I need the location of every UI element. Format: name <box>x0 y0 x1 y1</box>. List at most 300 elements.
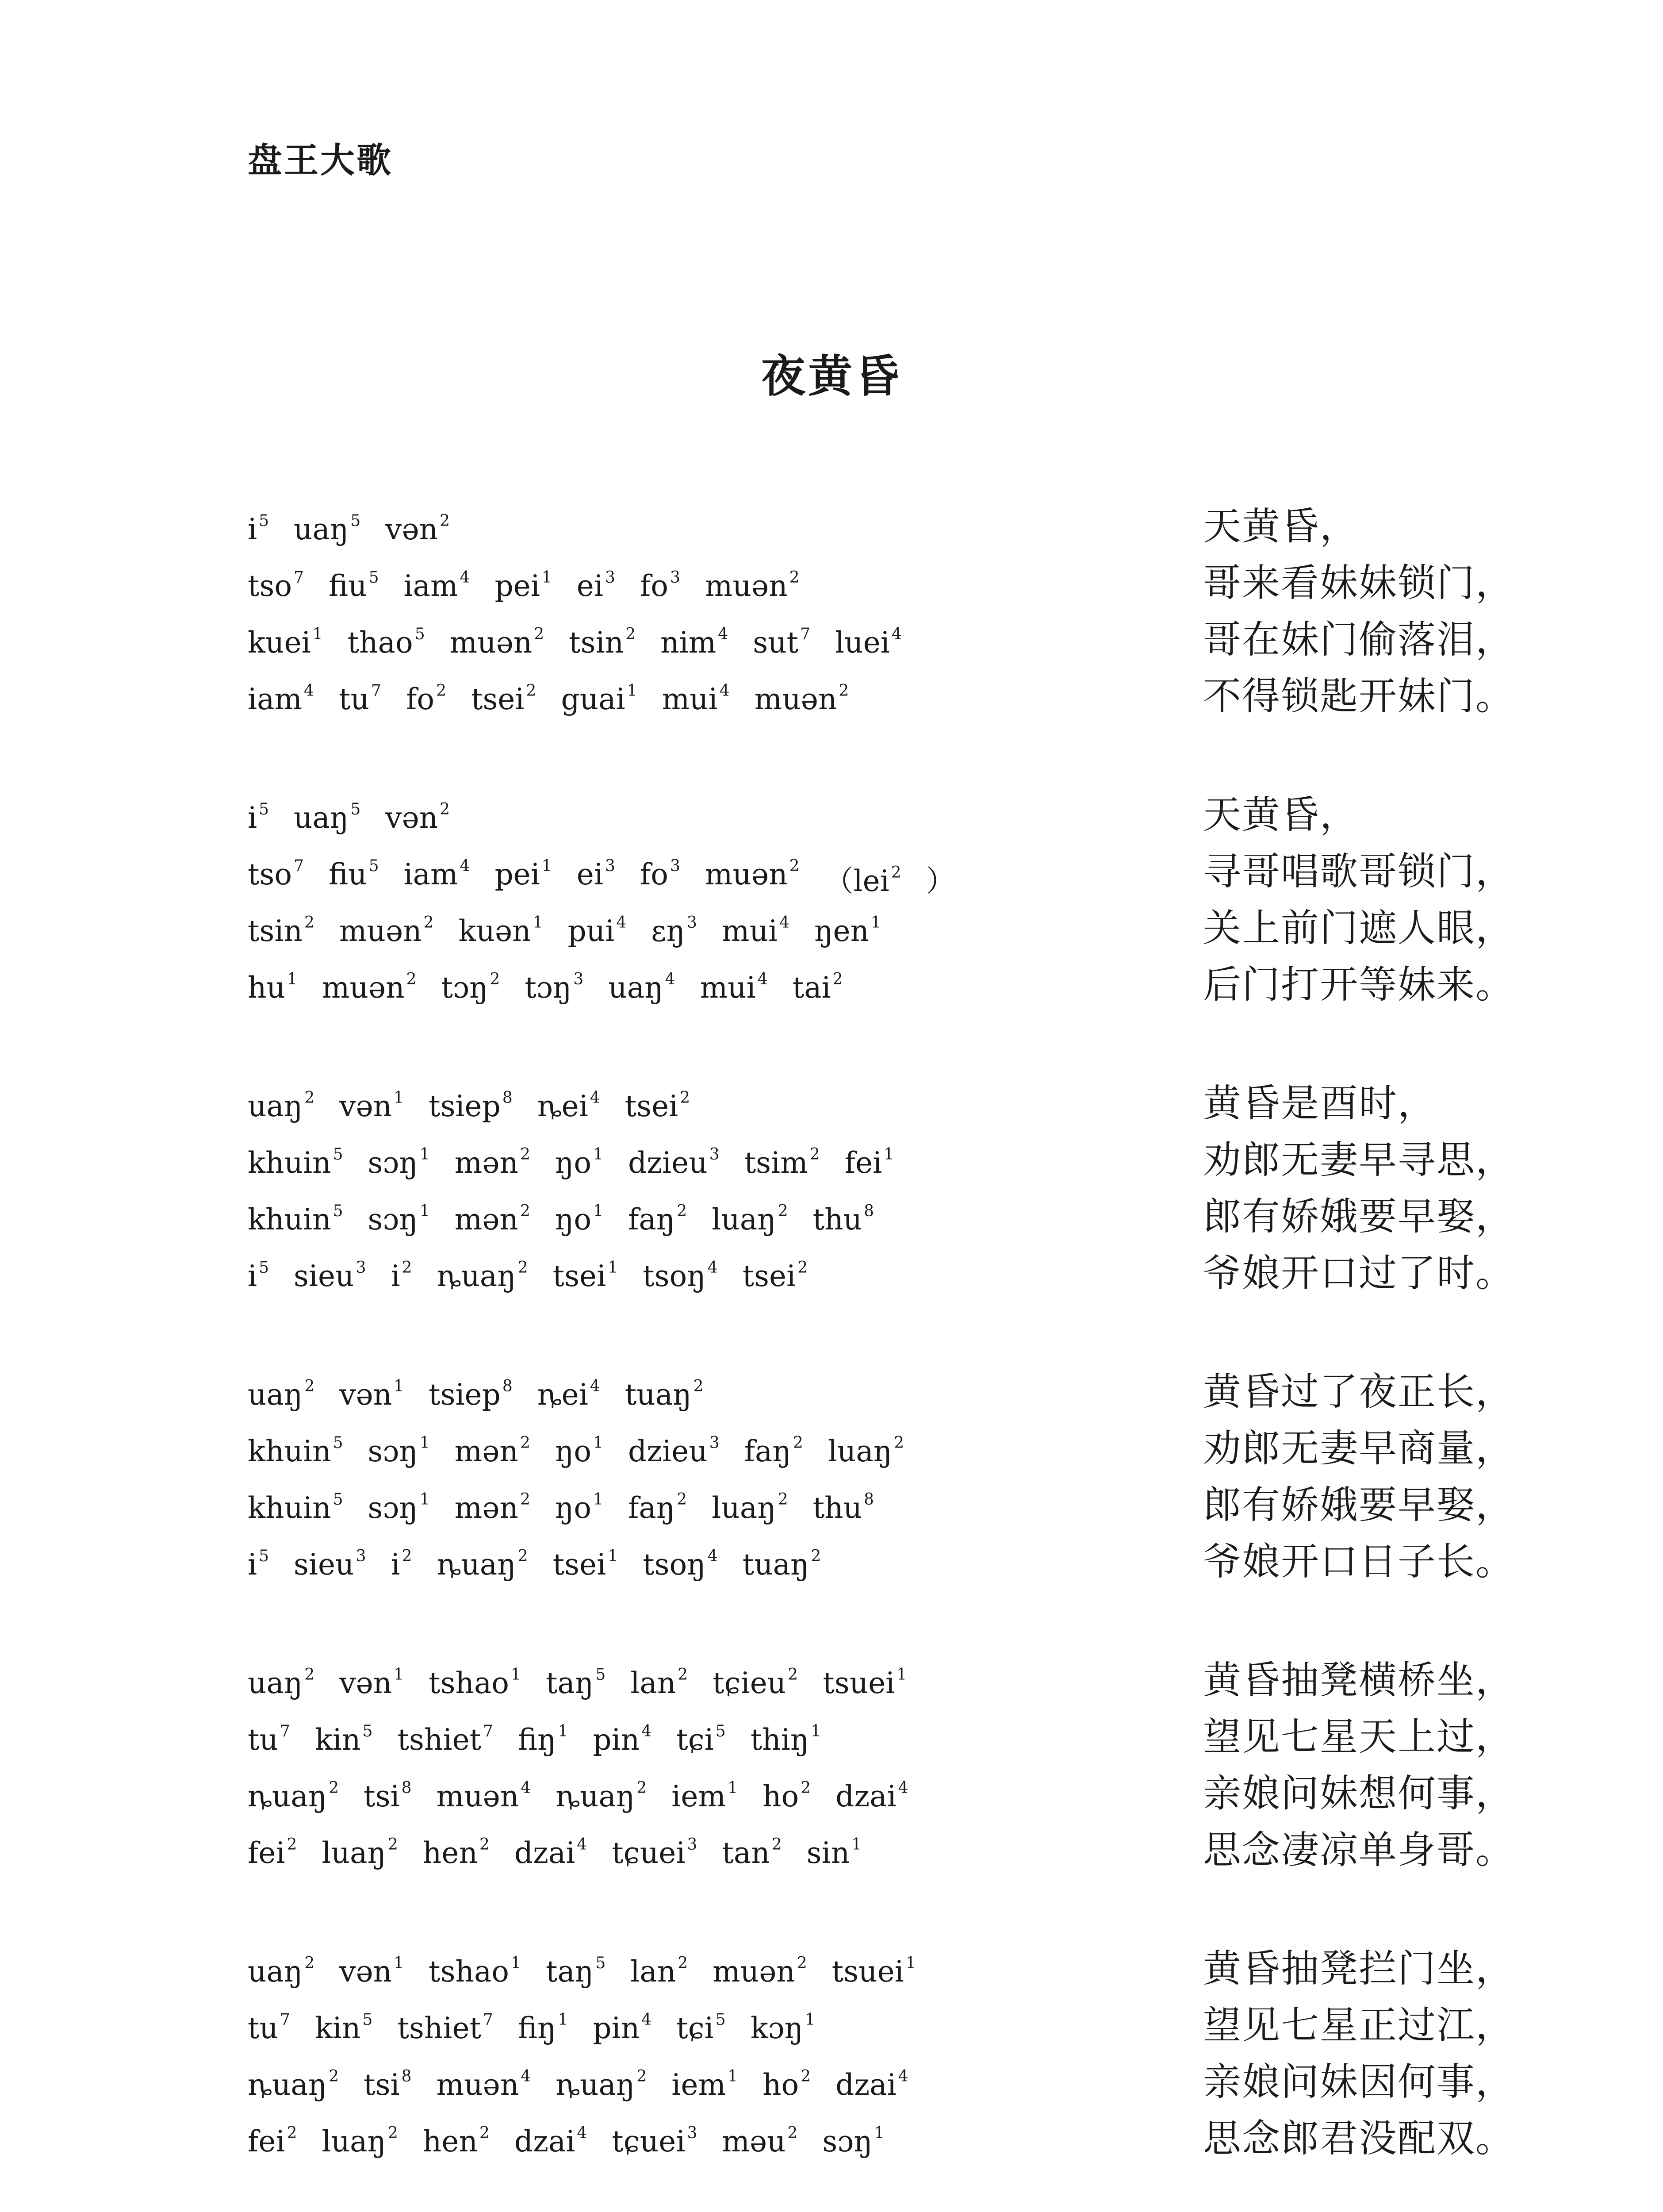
syllable-text: vən <box>385 801 438 835</box>
tone-number: 5 <box>362 1722 373 1740</box>
syllable <box>248 2124 297 2158</box>
syllable-text: uaŋ <box>608 971 663 1005</box>
tone-number: 1 <box>541 568 552 587</box>
tone-number: 2 <box>479 2124 490 2142</box>
syllable-text: tan <box>722 1836 770 1870</box>
tone-number: 2 <box>388 2124 398 2142</box>
chinese-translation: 黄昏抽凳拦门坐， <box>1203 1947 1514 1991</box>
syllable <box>577 857 615 899</box>
tone-number: 7 <box>280 2011 290 2029</box>
syllable-text: muən <box>705 857 788 891</box>
syllable <box>722 1836 782 1870</box>
syllable-text: tu <box>248 2011 279 2045</box>
tone-number: 1 <box>312 625 323 643</box>
syllable-text: khuin <box>248 1146 331 1180</box>
tone-number: 1 <box>905 1954 916 1972</box>
syllable-text: kuən <box>458 914 531 948</box>
tone-number: 2 <box>678 1666 688 1684</box>
syllable <box>329 569 379 603</box>
syllable <box>397 2011 493 2045</box>
verse-line <box>248 897 1513 954</box>
verse-line <box>248 1706 1513 1763</box>
verse-line <box>248 2051 1513 2108</box>
syllable-text: tsei <box>742 1259 796 1293</box>
syllable <box>823 1666 907 1700</box>
chinese-translation: 天黄昏， <box>1203 793 1359 837</box>
verse-line <box>248 495 1513 552</box>
chinese-translation: 望见七星天上过， <box>1203 1715 1514 1759</box>
syllable-text: ho <box>762 2068 799 2102</box>
syllable-text: mən <box>454 1434 518 1468</box>
tone-number: 1 <box>884 1145 894 1164</box>
syllable <box>832 1955 916 1989</box>
tone-number: 1 <box>394 1089 404 1107</box>
syllable <box>744 1146 820 1180</box>
syllable <box>518 1723 568 1757</box>
syllable <box>630 1955 688 1989</box>
syllable <box>437 1779 531 1813</box>
syllable <box>828 1434 904 1468</box>
syllable <box>628 1434 720 1468</box>
syllable <box>248 1202 343 1237</box>
verse-line <box>248 1129 1513 1186</box>
tone-number: 2 <box>797 1954 807 1972</box>
tone-number: 3 <box>687 1836 697 1854</box>
tone-number: 2 <box>517 1547 528 1565</box>
tone-number: 4 <box>460 857 470 875</box>
syllable-text: nim <box>660 626 717 660</box>
tone-number: 1 <box>593 1202 603 1220</box>
syllable-text: tuaŋ <box>625 1378 692 1412</box>
syllable <box>835 626 902 660</box>
syllable <box>429 1089 513 1123</box>
syllable <box>322 1836 398 1870</box>
chinese-translation: 思念郎君没配双。 <box>1203 2116 1514 2161</box>
tone-number: 2 <box>811 1547 821 1565</box>
syllable-text: luaŋ <box>712 1202 776 1237</box>
syllable <box>494 569 552 603</box>
tone-number: 4 <box>665 970 675 988</box>
tone-number: 1 <box>287 970 297 988</box>
syllable-text: khuin <box>248 1434 331 1468</box>
syllable-text: ȵei <box>537 1378 588 1412</box>
syllable <box>248 569 304 603</box>
tone-number: 5 <box>595 1666 606 1684</box>
syllable-text: uaŋ <box>294 801 349 835</box>
tone-number: 2 <box>329 2067 339 2085</box>
tone-number: 5 <box>715 2011 726 2029</box>
tone-number: 2 <box>402 1547 412 1565</box>
syllable-text: ho <box>762 1779 799 1813</box>
syllable <box>339 1089 404 1123</box>
tone-number: 1 <box>874 2124 885 2142</box>
syllable-text: tɔŋ <box>441 971 488 1005</box>
verse-line <box>248 1649 1513 1706</box>
tone-number: 2 <box>832 970 843 988</box>
romanization <box>248 971 868 1005</box>
chinese-translation: 不得锁匙开妹门。 <box>1203 674 1514 718</box>
syllable <box>423 1836 490 1870</box>
tone-number: 5 <box>350 800 361 818</box>
syllable-text: vən <box>385 512 438 546</box>
tone-number: 2 <box>406 970 417 988</box>
romanization <box>248 2124 909 2158</box>
tone-number: 2 <box>287 1836 297 1854</box>
syllable <box>385 801 450 835</box>
syllable <box>339 1955 404 1989</box>
chinese-translation: 哥在妹门偷落泪， <box>1203 618 1514 662</box>
syllable <box>248 1259 269 1293</box>
syllable-text: fiu <box>329 569 367 603</box>
tone-number: 4 <box>898 2067 908 2085</box>
tone-number: 1 <box>394 1954 404 1972</box>
syllable-text: tsin <box>569 626 624 660</box>
tone-number: 2 <box>304 1377 315 1395</box>
tone-number: 1 <box>511 1954 521 1972</box>
syllable <box>455 1491 530 1525</box>
syllable <box>429 1378 513 1412</box>
syllable <box>248 1089 314 1123</box>
syllable-text: tɕi <box>676 1723 714 1757</box>
tone-number: 8 <box>864 1202 874 1220</box>
syllable-text: tɕuei <box>612 1836 686 1870</box>
syllable <box>743 1259 808 1293</box>
syllable-text: ŋo <box>555 1434 592 1468</box>
tone-number: 2 <box>636 1779 647 1797</box>
chinese-translation: 寻哥唱歌哥锁门， <box>1203 849 1514 894</box>
syllable <box>514 2124 587 2158</box>
tone-number: 2 <box>304 1089 315 1107</box>
verse-line <box>248 784 1513 841</box>
syllable <box>676 1723 726 1757</box>
verse-line <box>248 1186 1513 1242</box>
syllable-text: məu <box>722 2124 786 2158</box>
syllable <box>744 1434 803 1468</box>
tone-number: 3 <box>670 857 680 875</box>
syllable <box>722 914 789 948</box>
syllable-text: ŋo <box>555 1146 592 1180</box>
syllable <box>625 1378 704 1412</box>
tone-number: 5 <box>333 1490 343 1509</box>
syllable-text: iem <box>671 2068 726 2102</box>
syllable <box>751 2011 815 2045</box>
romanization <box>248 512 475 546</box>
tone-number: 1 <box>811 1722 821 1740</box>
syllable-text: vən <box>339 1955 392 1989</box>
syllable-text: sieu <box>294 1548 354 1582</box>
syllable <box>339 682 381 716</box>
tone-number: 2 <box>436 682 446 700</box>
tone-number: 4 <box>577 2124 587 2142</box>
chinese-translation: 黄昏抽凳横桥坐， <box>1203 1658 1514 1702</box>
syllable <box>700 971 768 1005</box>
syllable-text: fei <box>248 1836 285 1870</box>
syllable-text: tso <box>248 857 292 891</box>
tone-number: 2 <box>797 1259 808 1277</box>
syllable-text: sɔŋ <box>822 2124 873 2158</box>
tone-number: 2 <box>520 1434 530 1452</box>
syllable-text: sut <box>753 626 799 660</box>
syllable-text: muən <box>449 626 533 660</box>
syllable-text: thiŋ <box>750 1723 809 1757</box>
syllable <box>577 569 615 603</box>
syllable <box>712 1202 788 1237</box>
tone-number: 4 <box>707 1259 718 1277</box>
syllable-text: faŋ <box>628 1491 675 1525</box>
syllable <box>712 1491 788 1525</box>
syllable <box>455 1202 530 1237</box>
syllable-text: uaŋ <box>248 1955 303 1989</box>
syllable-text: fo <box>406 682 435 716</box>
tone-number: 4 <box>616 914 627 932</box>
syllable <box>612 2124 697 2158</box>
syllable <box>593 2011 651 2045</box>
syllable-text: ȵei <box>537 1089 588 1123</box>
syllable-text: muən <box>705 569 788 603</box>
verse-line <box>248 609 1513 665</box>
syllable-text: lan <box>630 1666 676 1700</box>
tone-number: 7 <box>371 682 381 700</box>
syllable-text: tuaŋ <box>742 1548 809 1582</box>
syllable <box>471 682 536 716</box>
tone-number: 2 <box>801 2067 811 2085</box>
syllable-text: luaŋ <box>322 2124 386 2158</box>
syllable <box>339 1666 404 1700</box>
syllable-text: tsiep <box>429 1089 501 1123</box>
tone-number: 3 <box>605 568 615 587</box>
syllable <box>608 971 675 1005</box>
chinese-translation: 关上前门遮人眼， <box>1203 906 1514 950</box>
stanza <box>248 1938 1513 2164</box>
syllable <box>294 1259 366 1293</box>
verse-line <box>248 841 1513 897</box>
syllable-text: tsei <box>471 682 525 716</box>
syllable-text: taŋ <box>545 1666 594 1700</box>
running-header: 盘王大歌 <box>248 141 393 180</box>
chinese-translation: 后门打开等妹来。 <box>1203 963 1514 1007</box>
syllable-text: pei <box>494 569 540 603</box>
syllable <box>455 1434 530 1468</box>
tone-number: 3 <box>670 568 680 587</box>
verse-line <box>248 1938 1513 1994</box>
syllable <box>824 857 901 899</box>
tone-number: 2 <box>388 1836 398 1854</box>
syllable <box>835 2068 908 2102</box>
syllable-text: pin <box>593 1723 640 1757</box>
syllable <box>651 914 697 948</box>
syllable-text: tsi <box>364 2068 400 2102</box>
syllable <box>822 2124 884 2158</box>
romanization <box>248 1259 832 1293</box>
tone-number: 4 <box>641 2011 652 2029</box>
syllable-text: ȵuaŋ <box>437 1259 516 1293</box>
syllable <box>403 857 470 899</box>
tone-number: 8 <box>864 1490 874 1509</box>
tone-number: 2 <box>329 1779 339 1797</box>
syllable-text: tsim <box>744 1146 808 1180</box>
syllable <box>368 1434 430 1468</box>
syllable <box>248 801 269 835</box>
tone-number: 1 <box>419 1202 430 1220</box>
tone-number: 3 <box>356 1547 366 1565</box>
syllable-text: tsin <box>248 914 303 948</box>
syllable <box>329 857 379 899</box>
syllable-text: ei <box>576 857 603 891</box>
tone-number: 7 <box>800 625 811 643</box>
chinese-translation: 劝郎无妻早商量， <box>1203 1426 1514 1471</box>
syllable-text: i <box>391 1259 400 1293</box>
tone-number: 2 <box>678 1954 688 1972</box>
romanization <box>248 1666 931 1700</box>
syllable <box>294 801 360 835</box>
romanization <box>248 1146 919 1180</box>
syllable <box>368 1202 430 1237</box>
verse-line <box>248 552 1513 609</box>
syllable-text: muən <box>436 2068 519 2102</box>
syllable-text: ȵuaŋ <box>248 1779 327 1813</box>
syllable-text: tshao <box>429 1955 510 1989</box>
syllable <box>429 1666 521 1700</box>
syllable <box>705 857 800 899</box>
tone-number: 7 <box>483 1722 493 1740</box>
romanization <box>248 857 980 899</box>
tone-number: 2 <box>771 1836 782 1854</box>
syllable <box>628 1202 687 1237</box>
syllable <box>429 1955 521 1989</box>
syllable-text: mən <box>454 1202 518 1237</box>
tone-number: 2 <box>440 512 450 530</box>
tone-number: 1 <box>627 682 637 700</box>
syllable-text: uaŋ <box>294 512 349 546</box>
syllable-text: tsi <box>364 1779 400 1813</box>
verse-line <box>248 665 1513 722</box>
syllable-text: ɛŋ <box>651 914 685 948</box>
syllable <box>763 2068 811 2102</box>
tone-number: 4 <box>641 1722 652 1740</box>
verse-line <box>248 1994 1513 2051</box>
tone-number: 4 <box>898 1779 908 1797</box>
tone-number: 5 <box>259 512 269 530</box>
tone-number: 3 <box>573 970 584 988</box>
verse-line <box>248 1072 1513 1129</box>
tone-number: 5 <box>715 1722 726 1740</box>
syllable-text: tshiet <box>397 2011 482 2045</box>
syllable <box>813 1202 874 1237</box>
syllable-text: tsoŋ <box>643 1548 706 1582</box>
syllable-text: ȵuaŋ <box>248 2068 327 2102</box>
tone-number: 8 <box>401 2067 412 2085</box>
stanza <box>248 1072 1513 1299</box>
syllable <box>458 914 543 948</box>
tone-number: 7 <box>280 1722 290 1740</box>
chinese-translation: 哥来看妹妹锁门， <box>1203 561 1514 605</box>
tone-number: 7 <box>483 2011 493 2029</box>
syllable <box>322 2124 398 2158</box>
syllable <box>248 857 304 899</box>
syllable <box>450 626 544 660</box>
tone-number: 3 <box>686 914 697 932</box>
tone-number: 5 <box>595 1954 606 1972</box>
syllable <box>455 1146 530 1180</box>
romanization <box>248 2011 840 2045</box>
syllable-text: ȵuaŋ <box>437 1548 516 1582</box>
syllable <box>713 1666 798 1700</box>
tone-number: 3 <box>687 2124 697 2142</box>
tone-number: 2 <box>520 1145 530 1164</box>
tone-number: 1 <box>593 1145 603 1164</box>
stanza <box>248 784 1513 1010</box>
syllable-text: uaŋ <box>248 1089 303 1123</box>
syllable-text: muən <box>339 914 422 948</box>
syllable <box>248 682 314 716</box>
romanization <box>248 1202 899 1237</box>
syllable-text: ŋen <box>814 914 870 948</box>
syllable-text: tsuei <box>832 1955 904 1989</box>
syllable-text: tsuei <box>823 1666 895 1700</box>
tone-number: 8 <box>502 1089 513 1107</box>
syllable <box>553 1548 618 1582</box>
syllable <box>755 682 849 716</box>
syllable-text: iam <box>248 682 303 716</box>
syllable-text: muən <box>322 971 405 1005</box>
tone-number: 1 <box>511 1666 521 1684</box>
romanization <box>248 801 475 835</box>
tone-number: 7 <box>294 568 304 587</box>
tone-number: 5 <box>362 2011 373 2029</box>
syllable <box>348 626 425 660</box>
syllable <box>248 512 269 546</box>
romanization <box>248 1434 929 1468</box>
syllable <box>556 2068 647 2102</box>
syllable <box>793 971 843 1005</box>
syllable <box>518 2011 568 2045</box>
syllable-text: fo <box>640 569 669 603</box>
romanization <box>248 682 874 716</box>
syllable-text: mui <box>721 914 778 948</box>
syllable-text: hen <box>422 2124 478 2158</box>
syllable-text: i <box>248 512 257 546</box>
syllable-text: i <box>248 1548 257 1582</box>
syllable <box>248 1779 339 1813</box>
syllable-text: i <box>391 1548 400 1582</box>
tone-number: 1 <box>419 1434 430 1452</box>
syllable-text: tu <box>248 1723 279 1757</box>
romanization <box>248 1955 941 1989</box>
syllable-text: lan <box>630 1955 676 1989</box>
chinese-translation: 亲娘问妹想何事， <box>1203 1771 1514 1816</box>
tone-number: 2 <box>520 1490 530 1509</box>
romanization <box>248 626 927 660</box>
tone-number: 1 <box>593 1490 603 1509</box>
syllable <box>248 1723 290 1757</box>
tone-number: 3 <box>356 1259 366 1277</box>
tone-number: 8 <box>401 1779 412 1797</box>
tone-number: 1 <box>851 1836 862 1854</box>
tone-number: 2 <box>789 568 800 587</box>
syllable-text: fiŋ <box>517 2011 556 2045</box>
syllable-text: tshao <box>429 1666 510 1700</box>
tone-number: 4 <box>590 1377 600 1395</box>
syllable <box>671 2068 738 2102</box>
syllable-text: vən <box>339 1089 392 1123</box>
tone-number: 2 <box>625 625 636 643</box>
syllable <box>556 1779 647 1813</box>
syllable <box>403 569 470 603</box>
syllable-text: tsiep <box>429 1378 501 1412</box>
syllable <box>662 682 730 716</box>
syllable <box>368 1491 430 1525</box>
chinese-translation: 爷娘开口日子长。 <box>1203 1540 1514 1584</box>
